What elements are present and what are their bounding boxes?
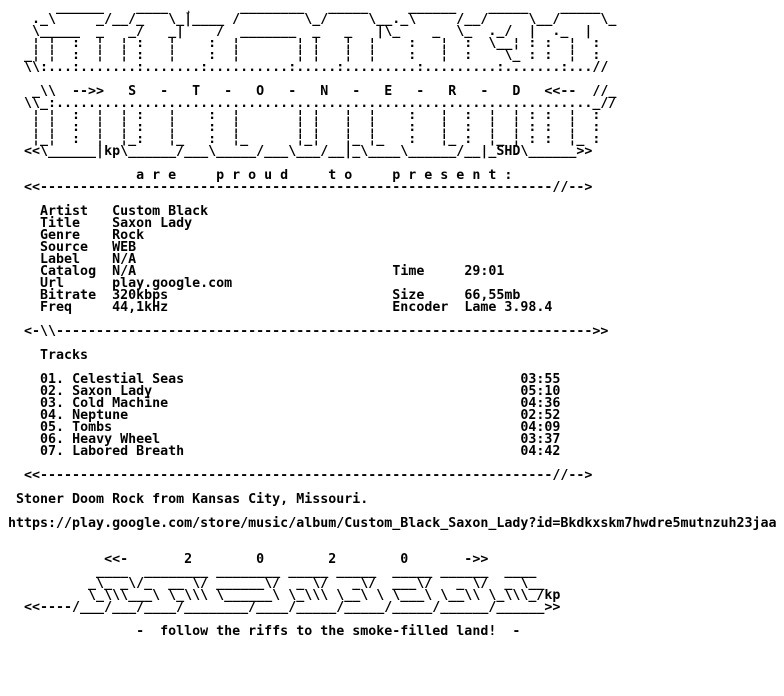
track-title: Saxon Lady xyxy=(72,384,153,399)
freq-label: Freq xyxy=(40,300,73,315)
track-number: 03. xyxy=(40,396,65,411)
track-time: 04:42 xyxy=(520,444,561,459)
catalog-label: Catalog xyxy=(40,264,97,279)
header-art-line: \_____ _ _/ _| / _______ _ _ |\_ _ \_ ._/ | ._ | xyxy=(8,24,593,39)
time-label: Time xyxy=(392,264,425,279)
track-number: 04. xyxy=(40,408,65,423)
footer-art-line: ____ ________ ________ _____ _____ _____ ______ ____ xyxy=(8,564,537,579)
header-art-line: ¦ ¦ : ¦ ¦ : ¦ : ¦ ¦ ¦ ¦ ¦ : ¦ : ¦ ¦ : : ¦ : xyxy=(8,120,601,135)
track-time: 04:09 xyxy=(520,420,561,435)
footer-art-line: _\_ _\/_ __ \/ ______\/ _ \/ _\/ ___\/ _ \/ _ \__ xyxy=(8,576,545,591)
track-row xyxy=(8,446,784,458)
track-number: 01. xyxy=(40,372,65,387)
header-art-line: <<\______|kp\______/___\_____/___\___/__|_\____\______/__|_SHD\______>> xyxy=(8,144,593,159)
title-label: Title xyxy=(40,216,81,231)
track-title: Cold Machine xyxy=(72,396,169,411)
track-time: 04:36 xyxy=(520,396,561,411)
header-art-line: ¦ ¦ : ¦ ¦ : ¦ : ¦ ¦ ¦ ¦ ¦ : ¦ : \__¦ : : ¦ : xyxy=(8,36,601,51)
artist-value: Custom Black xyxy=(112,204,209,219)
track-title: Tombs xyxy=(72,420,113,435)
size-value: 66,55mb xyxy=(464,288,521,303)
tracks-heading-row xyxy=(8,350,784,362)
track-number: 05. xyxy=(40,420,65,435)
title-value: Saxon Lady xyxy=(112,216,193,231)
track-time: 02:52 xyxy=(520,408,561,423)
tracks-heading: Tracks xyxy=(40,348,89,363)
track-number: 06. xyxy=(40,432,65,447)
genre-value: Rock xyxy=(112,228,145,243)
header-art-line: ¦ ¦ : ¦ ¦ : ¦ : ¦ ¦ ¦ ¦ ¦ : ¦ : ¦ ¦ : : ¦ : xyxy=(8,108,601,123)
tagline: - follow the riffs to the smoke-filled land! - xyxy=(8,624,521,639)
track-number: 07. xyxy=(40,444,65,459)
track-time: 03:37 xyxy=(520,432,561,447)
header-art-line: ______ ____ ¸ ________ _____ ______ _____ _____ xyxy=(8,0,601,15)
header-art-line: ._\ _/__/_ \_|____ / \_/ \__._\ /__/ \__/ \_ xyxy=(8,12,617,27)
divider-mid: <-\\------------------------------------------------------------------->> xyxy=(8,324,609,339)
year-line: <<- 2 0 2 0 ->> xyxy=(8,552,489,567)
header-art-line: ¦_¦ : ¦ ¦_: ¦_ : ¦_ ¦_¦ ¦_ ¦_ : ¦_ : ¦_ ¦ : : ¦_ : xyxy=(8,132,601,147)
header-art-line: \\_:..................................................................._// xyxy=(8,96,617,111)
bitrate-value: 320kbps xyxy=(112,288,169,303)
footer-art-line: \_\\\___\ \_\\\ \______\ \_\\\ \__\ \ \___\ \__\\ \_\\\_/kp xyxy=(8,588,561,603)
track-title: Heavy Wheel xyxy=(72,432,161,447)
label-value: N/A xyxy=(112,252,137,267)
info-row-freq xyxy=(8,302,784,314)
track-title: Neptune xyxy=(72,408,129,423)
url-value: play.google.com xyxy=(112,276,233,291)
header-art-line: \\:...:.......:.......:..........:.....:.........:.........:.......:...// xyxy=(8,60,609,75)
bitrate-label: Bitrate xyxy=(40,288,97,303)
time-value: 29:01 xyxy=(464,264,505,279)
source-label: Source xyxy=(40,240,89,255)
blank-line xyxy=(8,530,784,542)
description: Stoner Doom Rock from Kansas City, Missouri. xyxy=(8,492,369,507)
presents-line: a r e p r o u d t o p r e s e n t : xyxy=(8,168,513,183)
track-title: Celestial Seas xyxy=(72,372,185,387)
url-label: Url xyxy=(40,276,65,291)
track-title: Labored Breath xyxy=(72,444,185,459)
track-number: 02. xyxy=(40,384,65,399)
divider-bottom: <<----------------------------------------------------------------//--> xyxy=(8,468,593,483)
genre-label: Genre xyxy=(40,228,81,243)
track-time: 05:10 xyxy=(520,384,561,399)
track-time: 03:55 xyxy=(520,372,561,387)
artist-label: Artist xyxy=(40,204,89,219)
source-value: WEB xyxy=(112,240,137,255)
label-label: Label xyxy=(40,252,81,267)
blank-line xyxy=(8,338,784,350)
footer-art-line: <<----/___/___/____/________/____/_____/_____/_____/______/______>> xyxy=(8,600,561,615)
freq-value: 44,1kHz xyxy=(112,300,169,315)
encoder-label: Encoder xyxy=(392,300,449,315)
store-url: https://play.google.com/store/music/album/Custom_Black_Saxon_Lady?id=Bkdkxskm7hwdre5mutnzuh23jaa xyxy=(8,516,777,531)
divider-top: <<----------------------------------------------------------------//--> xyxy=(8,180,593,195)
group-name-line: _\\ -->> S - T - O - N - E - R - D <<-- //_ xyxy=(8,84,617,99)
catalog-value: N/A xyxy=(112,264,137,279)
encoder-value: Lame 3.98.4 xyxy=(464,300,553,315)
size-label: Size xyxy=(392,288,425,303)
header-art-line: _¦ ¦ : ¦ ¦ : ¦ : ¦ ¦ ¦ ¦ ¦ : ¦ : \_ : : ¦ : xyxy=(8,48,601,63)
